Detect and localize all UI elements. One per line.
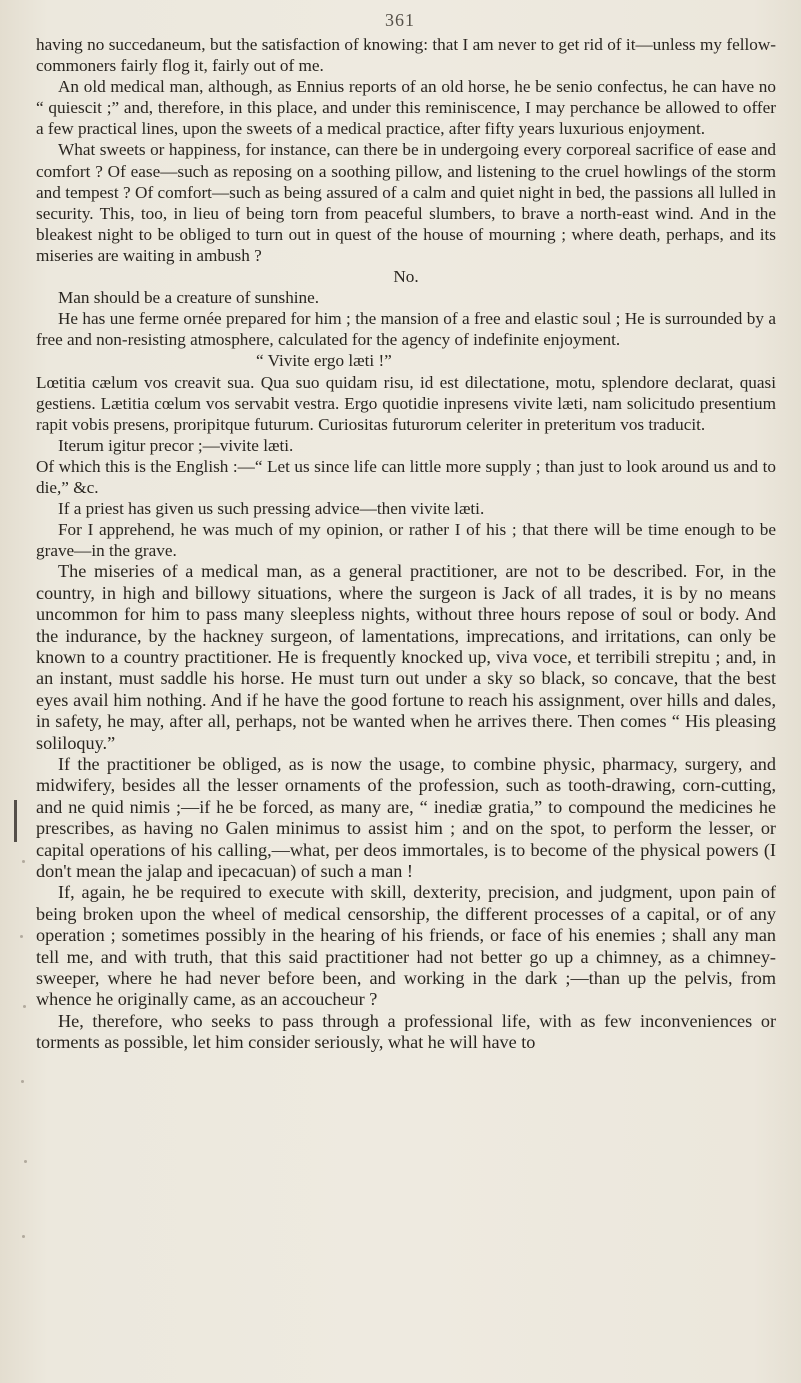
page-number: 361 — [385, 10, 415, 30]
paragraph: If the practitioner be obliged, as is now the usage, to combine physic, pharmacy, surgery, and midwifery, besides all the lesser ornaments of the profession, such as tooth-drawing, corn-cutting, and ne quid nimis ;—if he be forced, as many are, “ inediæ gratia,” to compound the medicines he prescribes, as having no Galen minimus to assist him ; and on the spot, to perform the lesser, or capital operations of his calling,—what, per deos immortales, is to become of the physical powers (I don't mean the jalap and ipecacuan) of such a man ! — [36, 754, 776, 882]
paragraph: He has une ferme ornée prepared for him ; the mansion of a free and elastic soul ; He is surrounded by a free and non-resisting atmosphere, calculated for the agency of indefinite enjoyment. — [36, 309, 776, 350]
margin-speck — [22, 1235, 25, 1238]
paragraph: He, therefore, who seeks to pass through a professional life, with as few inconveniences or torments as possible, let him consider seriously, what he will have to — [36, 1010, 776, 1053]
body-text — [36, 34, 776, 1054]
margin-bleed-mark — [14, 800, 17, 842]
paragraph-latin: Lœtitia cælum vos creavit sua. Qua suo quidam risu, id est dilectatione, motu, splendore declarat, quasi gestiens. Lætitia cœlum vos servabit vestra. Ergo quotidie inpresens vivite læti, nam solicitudo presentium rapit vobis presens, proripitque futurum. Curiositas futurorum celeriter in preteritum vos traducit. — [36, 372, 776, 434]
paragraph: having no succedaneum, but the satisfaction of knowing: that I am never to get rid of it—unless my fellow-commoners fairly flog it, fairly out of me. — [36, 35, 776, 76]
paragraph: The miseries of a medical man, as a general practitioner, are not to be described. For, in the country, in high and billowy situations, where the surgeon is Jack of all trades, it is by no means uncommon for him to pass many sleepless nights, without three hours repose of soul or body. And the indurance, by the hackney surgeon, of lamentations, imprecations, and irritations, can only be known to a country practitioner. He is frequently knocked up, viva voce, et terribili strepitu ; and, in an instant, must saddle his horse. He must turn out under a sky so black, so concave, that the best eyes avail him nothing. And if he have the good fortune to reach his assignment, over hills and dales, in safety, he may, after all, perhaps, not be wanted when he arrives there. Then comes “ His pleasing soliloquy.” — [36, 561, 776, 753]
paragraph: Iterum igitur precor ;—vivite læti. — [58, 435, 294, 455]
lower-text-block — [36, 561, 776, 1053]
paragraph: Man should be a creature of sunshine. — [58, 288, 320, 308]
paragraph: For I apprehend, he was much of my opinion, or rather I of his ; that there will be time enough to be grave—in the grave. — [36, 520, 776, 561]
margin-speck — [22, 860, 25, 863]
paragraph-quote: “ Vivite ergo læti !” — [256, 351, 392, 371]
margin-speck — [24, 1160, 27, 1163]
paragraph: No. — [393, 267, 419, 287]
margin-speck — [21, 1080, 24, 1083]
paragraph: What sweets or happiness, for instance, can there be in undergoing every corporeal sacrifice of ease and comfort ? Of ease—such as reposing on a soothing pillow, and listening to the cruel howlings of the storm and tempest ? Of comfort—such as being assured of a calm and quiet night in bed, the passions all lulled in security. This, too, in lieu of being torn from peaceful slumbers, to brave a north-east wind. And in the bleakest night to be obliged to turn out in quest of the house of mourning ; where death, perhaps, and its miseries are waiting in ambush ? — [36, 140, 776, 265]
paragraph: An old medical man, although, as Ennius reports of an old horse, he be senio confectus, he can have no “ quiescit ;” and, therefore, in this place, and under this reminiscence, I may perchance be allowed to offer a few practical lines, upon the sweets of a medical practice, after fifty years luxurious enjoyment. — [36, 77, 776, 139]
margin-speck — [23, 1005, 26, 1008]
margin-speck — [20, 935, 23, 938]
paragraph: If, again, he be required to execute with skill, dexterity, precision, and judgment, upon pain of being broken upon the wheel of medical censorship, the different processes of a capital, or of any operation ; sometimes possibly in the hearing of his friends, or face of his enemies ; shall any man tell me, and with truth, that this said practitioner had not better go up a chimney, as a chimney-sweeper, where he had never before been, and working in the dark ;—than up the pelvis, from whence he originally came, as an accoucheur ? — [36, 882, 776, 1010]
paragraph: Of which this is the English :—“ Let us since life can little more supply ; than just to look around us and to die,” &c. — [36, 456, 776, 497]
paragraph: If a priest has given us such pressing advice—then vivite læti. — [58, 499, 485, 519]
